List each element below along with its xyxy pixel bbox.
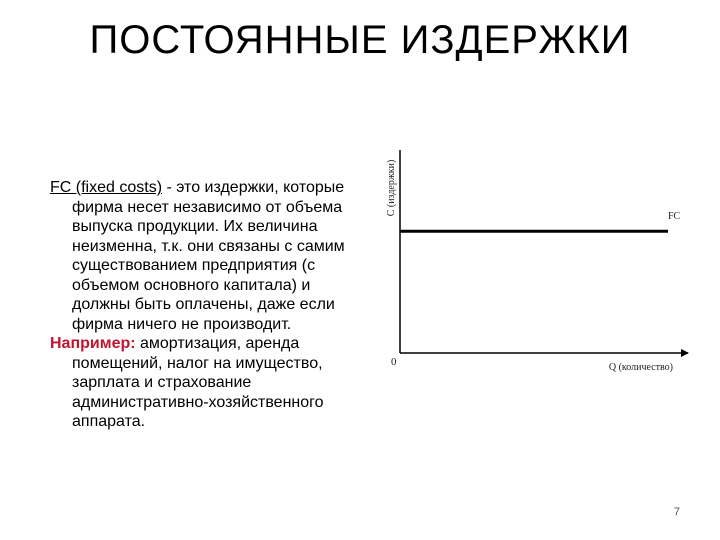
page-number: 7	[673, 506, 680, 518]
slide-title: ПОСТОЯННЫЕ ИЗДЕРЖКИ	[89, 18, 631, 62]
fc-series-label: FC	[668, 211, 681, 223]
y-axis-label: С (издержки)	[386, 159, 397, 217]
fc-term: FC (fixed costs)	[50, 179, 163, 196]
example-label: Например:	[50, 335, 136, 352]
example-text: амортизация, аренда помещений, налог на имущество, зарплата и страхование административно-хозяйственного аппарата.	[72, 335, 324, 430]
x-axis-label: Q (количество)	[608, 362, 673, 373]
origin-label: 0	[391, 356, 397, 368]
definition-text: - это издержки, которые фирма несет независимо от объема выпуска продукции. Их величина неизменна, т.к. они связаны с самим существованием предприятия (с объемом основного капитала) и должны быть оплачены, даже если фирма ничего не производит.	[72, 179, 345, 333]
